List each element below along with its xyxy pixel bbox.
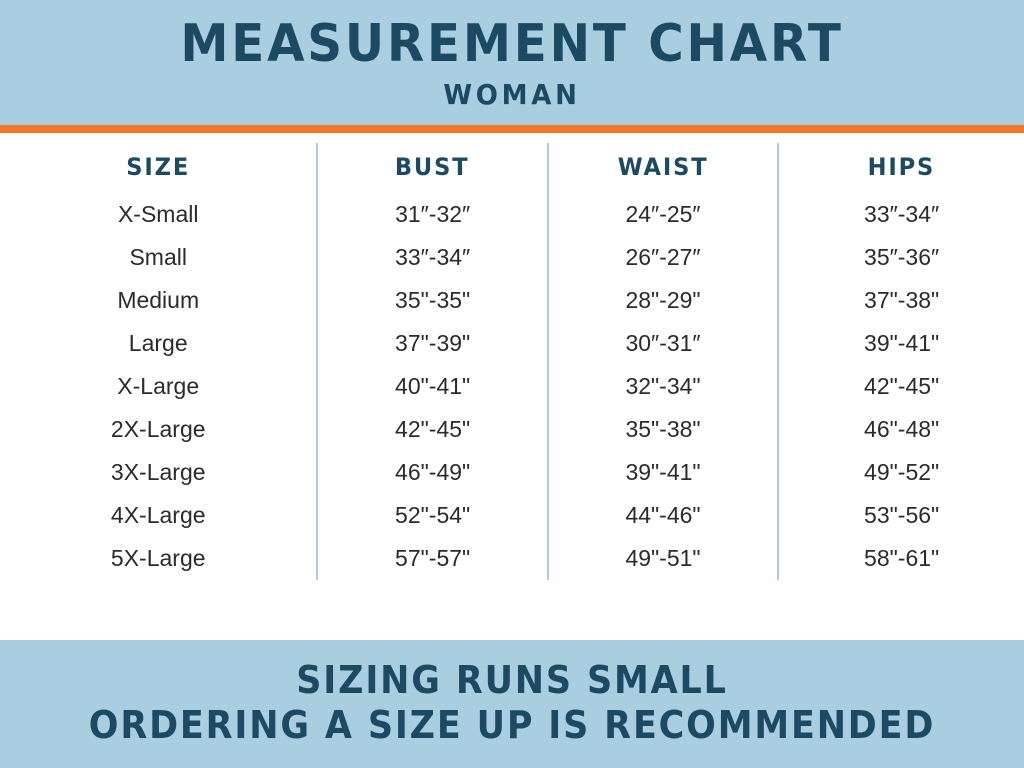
- page-title: MEASUREMENT CHART: [180, 14, 844, 74]
- cell-bust: 31″-32″: [317, 193, 547, 236]
- table-row: [0, 236, 1024, 279]
- cell-hips: 49"-52": [778, 451, 1024, 494]
- cell-hips: 35″-36″: [778, 236, 1024, 279]
- chart-footer: [0, 640, 1024, 768]
- table-row: [0, 451, 1024, 494]
- cell-size: X-Large: [117, 373, 200, 399]
- cell-bust: 35"-35": [317, 279, 547, 322]
- cell-bust: 37"-39": [317, 322, 547, 365]
- table-row: [0, 408, 1024, 451]
- cell-hips: 46"-48": [778, 408, 1024, 451]
- cell-size: 3X-Large: [110, 459, 206, 485]
- footer-line-2: ORDERING A SIZE UP IS RECOMMENDED: [88, 703, 936, 748]
- cell-size: Medium: [117, 287, 200, 313]
- cell-hips: 39"-41": [778, 322, 1024, 365]
- cell-waist: 35"-38": [548, 408, 778, 451]
- cell-hips: 58"-61": [778, 537, 1024, 580]
- cell-bust: 46"-49": [317, 451, 547, 494]
- table-row: [0, 279, 1024, 322]
- table-row: [0, 365, 1024, 408]
- page-subtitle: WOMAN: [443, 78, 581, 111]
- table-row: [0, 494, 1024, 537]
- table-row: [0, 322, 1024, 365]
- cell-size: 5X-Large: [110, 545, 206, 571]
- column-header-bust: BUST: [324, 143, 541, 193]
- cell-hips: 53"-56": [778, 494, 1024, 537]
- accent-divider: [0, 125, 1024, 133]
- chart-header: [0, 0, 1024, 125]
- cell-waist: 28"-29": [548, 279, 778, 322]
- cell-size: 4X-Large: [110, 502, 206, 528]
- footer-line-1: SIZING RUNS SMALL: [296, 658, 728, 703]
- column-header-size: SIZE: [126, 153, 191, 181]
- cell-size: Large: [128, 330, 188, 356]
- column-header-waist: WAIST: [555, 143, 772, 193]
- cell-waist: 32"-34": [548, 365, 778, 408]
- cell-hips: 42"-45": [778, 365, 1024, 408]
- cell-bust: 52"-54": [317, 494, 547, 537]
- cell-size: X-Small: [117, 201, 199, 227]
- cell-hips: 33″-34″: [778, 193, 1024, 236]
- measurement-table-wrap: [0, 133, 1024, 640]
- table-row: [0, 537, 1024, 580]
- cell-hips: 37"-38": [778, 279, 1024, 322]
- cell-waist: 44"-46": [548, 494, 778, 537]
- cell-waist: 39"-41": [548, 451, 778, 494]
- cell-waist: 24″-25″: [548, 193, 778, 236]
- cell-waist: 30″-31″: [548, 322, 778, 365]
- table-row: [0, 193, 1024, 236]
- cell-bust: 40"-41": [317, 365, 547, 408]
- cell-waist: 49"-51": [548, 537, 778, 580]
- cell-bust: 57"-57": [317, 537, 547, 580]
- cell-bust: 42"-45": [317, 408, 547, 451]
- cell-size: Small: [129, 244, 187, 270]
- cell-bust: 33″-34″: [317, 236, 547, 279]
- cell-waist: 26″-27″: [548, 236, 778, 279]
- column-header-hips: HIPS: [786, 143, 1017, 193]
- measurement-table: [0, 143, 1024, 580]
- cell-size: 2X-Large: [110, 416, 206, 442]
- table-header-row: [0, 143, 1024, 193]
